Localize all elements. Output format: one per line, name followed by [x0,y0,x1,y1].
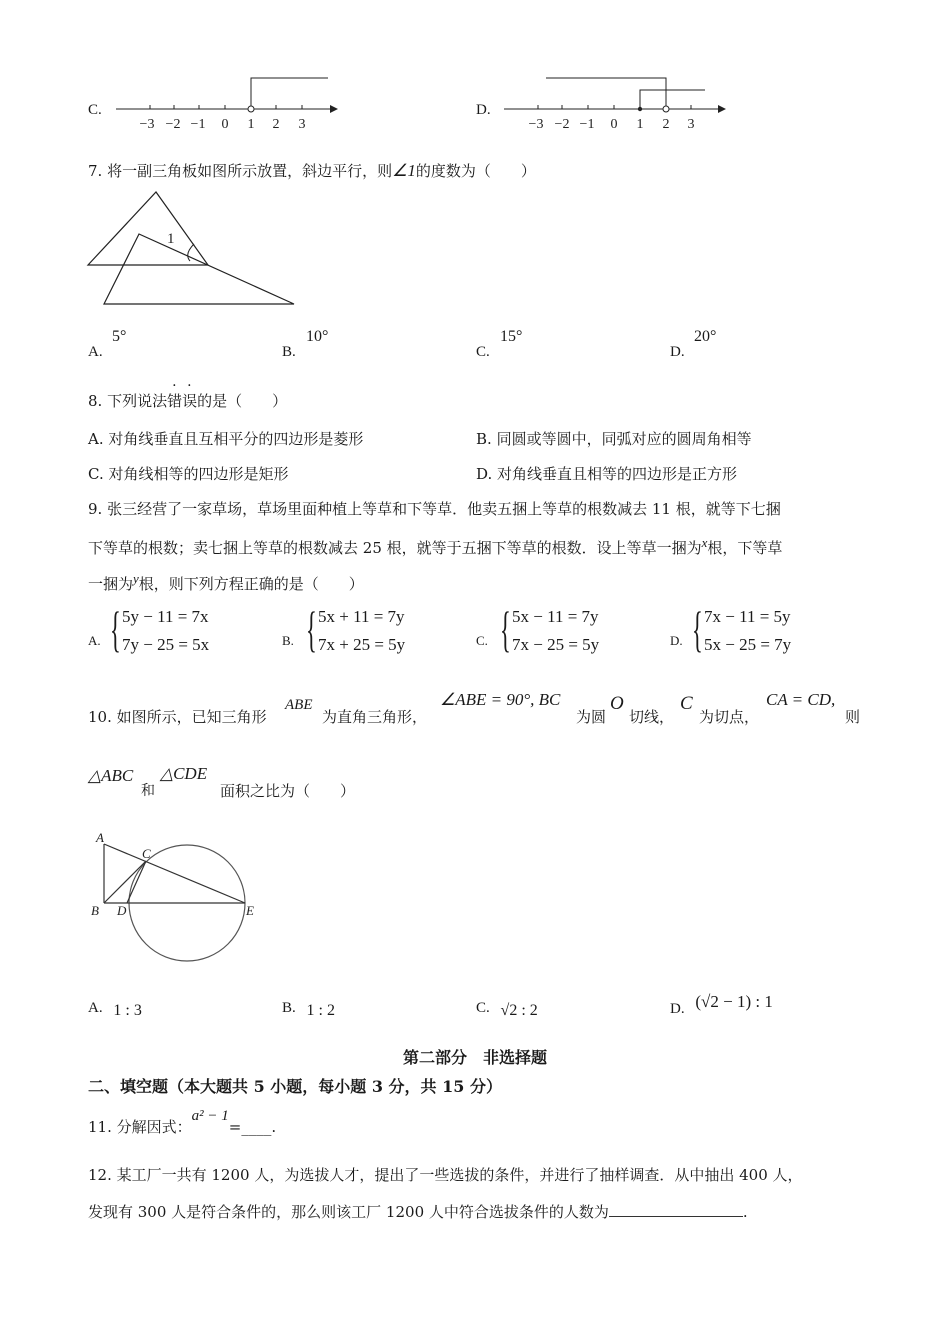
fig-label-e: E [246,903,254,918]
q10-m5: CA = CD, [766,690,836,709]
q8-option-b-text: 同圆或等圆中，同弧对应的圆周角相等 [496,430,752,448]
q10-option-c-label: C. [476,1000,490,1016]
q7-option-b-label: B. [282,344,296,360]
q11-text: 11. 分解因式： [88,1118,192,1136]
tick-label: 0 [221,117,229,132]
fig-label-c: C [142,846,151,861]
q8-option-c[interactable] [88,463,289,484]
q10-t1: 10. 如图所示，已知三角形 [88,708,267,726]
q10-option-a-value: 1 : 3 [113,1002,142,1019]
q7-figure-triangles [84,188,304,310]
section2-title: 二、填空题（本大题共 5 小题，每小题 3 分，共 15 分） [88,1077,502,1096]
q9-line-3b: 根，则下列方程正确的是（ ） [138,575,364,593]
fig-label-a: A [96,830,104,845]
q9-option-c-eq1: 5x − 11 = 7y [512,607,599,626]
q7-tail: 的度数为（ ） [415,162,536,180]
q9-option-b[interactable] [282,602,462,662]
q10-option-b-value: 1 : 2 [306,1002,335,1019]
q10-m4: C [680,693,693,714]
q7-stem [88,160,536,181]
q10-t4: 切线， [629,708,675,726]
q6-option-d-label: D. [476,102,491,118]
q10-t5: 为切点， [699,708,760,726]
q10-t7: 和 [141,783,155,799]
q8-option-a-text: 对角线垂直且互相平分的四边形是菱形 [108,430,364,448]
q8-option-b-label: B. [476,430,492,448]
q10-t3: 为圆 [576,708,607,726]
q9-line-3 [88,571,364,594]
brace-icon: { [306,601,317,657]
q10-option-a-label: A. [88,1000,103,1016]
q9-option-a-eq2: 7y − 25 = 5x [122,635,210,654]
q9-line-1: 9. 张三经营了一家草场，草场里面种植上等草和下等草．他卖五捆上等草的根数减去 11 根，就等下七捆 [88,500,781,518]
q10-m3: O [610,693,624,714]
q7-option-a-value: 5° [112,328,127,345]
q11-tail: =____. [228,1118,277,1136]
q10-option-d[interactable] [670,992,773,1017]
q10-t8: 面积之比为（ ） [220,782,356,800]
q12-end: . [742,1203,748,1221]
q8-option-d-label: D. [476,465,493,483]
tick-label: −3 [528,117,544,132]
q9-var-x: x [701,535,708,550]
q10-m7: △CDE [160,764,208,783]
q9-line-2 [88,535,782,558]
q9-option-a-label: A. [88,633,101,648]
q9-option-a-eq1: 5y − 11 = 7x [122,607,209,626]
q7-fig-angle-label: 1 [167,231,175,247]
q6-option-c-numberline [112,70,342,132]
q8-prefix: 8. 下列说法 [88,392,168,410]
q9-line-3a: 一捆为 [88,575,134,593]
q9-option-d-label: D. [670,633,683,648]
part2-title: 第二部分 非选择题 [402,1048,547,1067]
q7-option-b-value: 10° [306,328,329,345]
q10-m6: △ABC [88,766,134,785]
q9-option-a[interactable] [88,602,268,662]
q12-line-1: 12. 某工厂一共有 1200 人，为选拔人才，提出了一些选拔的条件，并进行了抽样调查．从中抽出 400 人， [88,1166,803,1184]
tick-label: 3 [298,117,306,132]
tick-label: 0 [610,117,618,132]
q8-option-a-label: A. [88,430,104,448]
brace-icon: { [110,601,121,657]
q10-option-d-value: (√2 − 1) : 1 [695,992,773,1011]
tick-label: 1 [247,117,255,132]
q8-emph-1: 错 [167,392,183,410]
q8-emph-2: 误 [182,392,198,410]
q6-option-d-numberline [500,70,730,132]
tick-label: −2 [165,117,181,132]
q12-answer-blank[interactable] [609,1202,743,1217]
q10-option-b[interactable] [282,998,335,1017]
q9-option-c-eq2: 7x − 25 = 5y [512,635,600,654]
q6-option-c-label: C. [88,102,102,118]
q11 [88,1108,277,1137]
q8-option-c-text: 对角线相等的四边形是矩形 [108,465,289,483]
q7-option-a-label: A. [88,344,103,360]
q9-var-y: y [133,571,139,586]
q7-option-d-label: D. [670,344,685,360]
brace-icon: { [692,601,703,657]
q7-angle: ∠1 [392,161,416,180]
q8-stem [88,390,287,411]
q8-option-c-label: C. [88,465,104,483]
q8-option-d[interactable] [476,463,737,484]
q10-m2: ∠ABE = 90°, BC [440,690,561,709]
q12-line-2 [88,1201,748,1222]
q8-option-b[interactable] [476,428,752,449]
q8-suffix: 的是（ ） [197,392,288,410]
q12-line-2-text: 发现有 300 人是符合条件的，那么则该工厂 1200 人中符合选拔条件的人数为 [88,1203,609,1221]
q9-option-c[interactable] [476,602,656,662]
q9-option-d[interactable] [670,602,850,662]
q9-option-b-eq1: 5x + 11 = 7y [318,607,405,626]
brace-icon: { [500,601,511,657]
q10-option-d-label: D. [670,1001,685,1017]
tick-label: 2 [662,117,670,132]
q10-option-c[interactable] [476,998,538,1017]
tick-label: −2 [554,117,570,132]
q10-figure-circle [88,830,258,964]
tick-label: 3 [687,117,695,132]
q9-option-d-eq1: 7x − 11 = 5y [704,607,791,626]
q7-text: 7. 将一副三角板如图所示放置，斜边平行，则 [88,162,393,180]
q9-option-b-label: B. [282,633,294,648]
q11-expr: a² − 1 [191,1108,229,1124]
fig-label-b: B [91,903,99,918]
tick-label: 2 [272,117,280,132]
q7-option-c-label: C. [476,344,490,360]
q10-option-c-value: √2 : 2 [500,1002,538,1019]
q9-line-2b: 根，下等草 [707,539,783,557]
q10-t6: 则 [845,708,861,726]
q10-option-a[interactable] [88,998,142,1017]
q10-t2: 为直角三角形， [322,708,428,726]
q7-option-d-value: 20° [694,328,717,345]
q8-option-a[interactable] [88,428,363,449]
q9-option-c-label: C. [476,633,488,648]
fig-label-d: D [117,903,127,918]
tick-label: −1 [579,117,595,132]
q9-line-2a: 下等草的根数；卖七捆上等草的根数减去 25 根，就等于五捆下等草的根数．设上等草一捆为 [88,539,702,557]
q7-option-c-value: 15° [500,328,523,345]
q10-m1: ABE [285,697,313,713]
tick-label: −1 [190,117,206,132]
tick-label: −3 [139,117,155,132]
q9-option-b-eq2: 7x + 25 = 5y [318,635,406,654]
tick-label: 1 [636,117,644,132]
q9-option-d-eq2: 5x − 25 = 7y [704,635,792,654]
q10-option-b-label: B. [282,1000,296,1016]
q8-option-d-text: 对角线垂直且相等的四边形是正方形 [497,465,738,483]
